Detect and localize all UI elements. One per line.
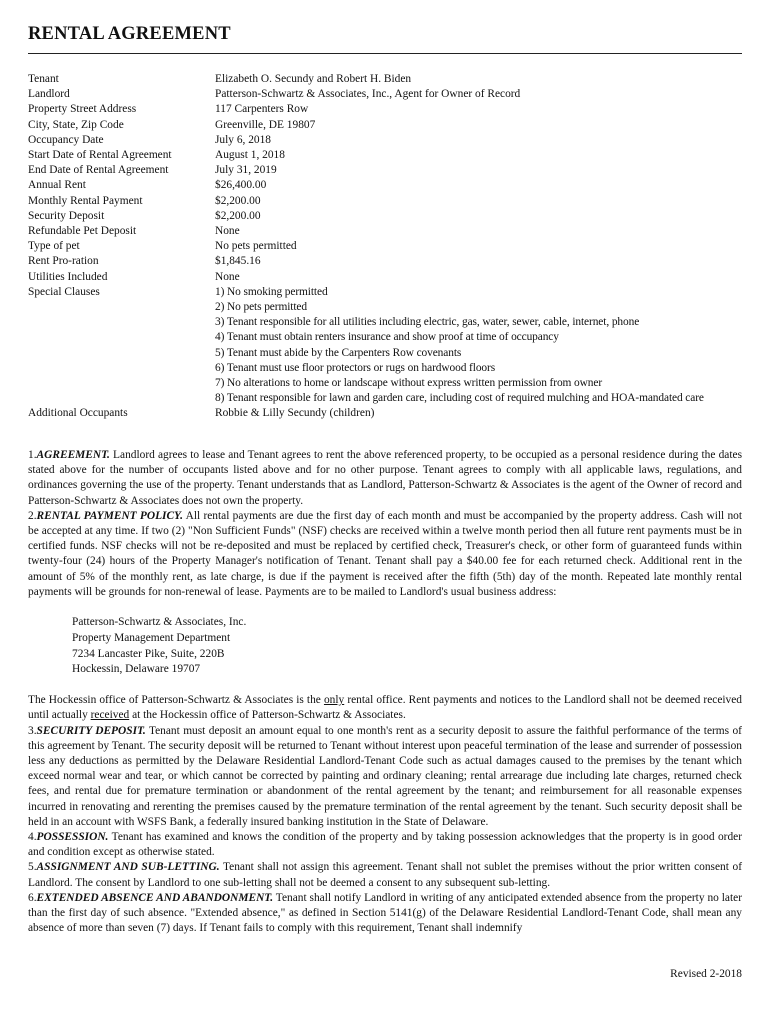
address-line: 7234 Lancaster Pike, Suite, 220B <box>72 647 225 660</box>
section-text: Tenant has examined and knows the condition of the property and by taking possession acknowledges that the property is in good order and condition except as otherwise stated. <box>28 831 742 859</box>
section-number: 5. <box>28 861 37 874</box>
title-rule <box>28 53 742 54</box>
row-label: Start Date of Rental Agreement <box>28 149 172 162</box>
row-label: Rent Pro-ration <box>28 255 99 268</box>
summary-row <box>28 72 744 87</box>
section-rental-payment-policy <box>28 509 742 600</box>
row-label: Annual Rent <box>28 179 86 192</box>
row-label: Landlord <box>28 88 70 101</box>
special-clauses-list <box>215 285 744 407</box>
row-value: Elizabeth O. Secundy and Robert H. Biden <box>215 73 412 85</box>
section-security-deposit <box>28 724 742 830</box>
additional-occupants-row <box>28 406 744 421</box>
row-label: End Date of Rental Agreement <box>28 164 169 177</box>
row-value: August 1, 2018 <box>215 149 285 162</box>
section-agreement <box>28 448 742 509</box>
row-value: Patterson-Schwartz & Associates, Inc., Agent for Owner of Record <box>215 88 521 101</box>
section-number: 2. <box>28 509 37 522</box>
additional-occupants-value: Robbie & Lilly Secundy (children) <box>215 407 375 420</box>
summary-row <box>28 270 744 285</box>
section-text: All rental payments are due the first day of each month and must be accompanied by the property address. Cash will not be accepted at any time. If two (2) "Non Sufficient Funds" (NSF) checks are received within a twelve month period then all future rent payments must be in certified funds. NSF checks will not be re-deposited and must be replaced by certified check, Treasurer's check, or other form of guaranteed funds within twenty-four (24) hours of the Property Manager's notification of Tenant. Tenant shall pay a $40.00 fee for each returned check. Additional rent in the amount of 5% of the monthly rent, as late charge, is due if the payment is received after the fifth (5th) day of the month. Repeated late monthly rental payments will be grounds for non-renewal of lease. Payments are to be mailed to Landlord's usual business address: <box>28 509 743 598</box>
row-label: Tenant <box>28 73 59 85</box>
office-received-emphasis: received <box>90 709 130 722</box>
revision-note: Revised 2-2018 <box>670 968 742 980</box>
summary-row <box>28 239 744 254</box>
summary-row <box>28 163 744 178</box>
section-text: Tenant must deposit an amount equal to one month's rent as a security deposit to assure the faithful performance of the terms of this agreement by Tenant. The security deposit will be returned to Tenant without interest upon peaceful termination of the lease and surrender of possession less any deductions as permitted by the Delaware Residential Landlord-Tenant Code such as actual damages caused to the premises by the tenant which exceed normal wear and tear, or which cannot be corrected by painting and ordinary cleaning; rental arrearage due including late charges, returned check fees, and rental due for premature termination or abandonment of the rental agreement by the tenant; and reimbursement for all reasonable expenses incurred in renovating and rerenting the premises caused by the premature termination of the rental agreement by the tenant. Such security deposit shall be held in an account with WSFS Bank, a federally insured banking institution in the State of Delaware. <box>28 724 742 828</box>
office-only-emphasis: only <box>323 694 345 707</box>
section-heading: ASSIGNMENT AND SUB-LETTING. <box>36 861 220 874</box>
row-label: Monthly Rental Payment <box>28 194 143 207</box>
row-label: Type of pet <box>28 240 80 253</box>
row-value: July 31, 2019 <box>215 164 277 177</box>
summary-row <box>28 118 744 133</box>
clause-item: 7) No alterations to home or landscape without express written permission from owner <box>215 377 603 390</box>
spacer <box>28 678 742 693</box>
address-line: Hockessin, Delaware 19707 <box>72 663 201 676</box>
office-text: rental office. Rent payments and notices to the Landlord shall not be deemed received until actually <box>28 694 742 722</box>
section-number: 4. <box>28 831 37 844</box>
section-text: Tenant shall notify Landlord in writing of any anticipated extended absence from the property no later than the first day of such absence. "Extended absence," as defined in Section 5141(g) of the Delaware Residential Landlord-Tenant Code, shall mean any absence of more than seven (7) days. If Tenant fails to comply with this requirement, Tenant shall indemnify <box>28 891 742 935</box>
address-line: Property Management Department <box>72 631 231 644</box>
section-text: Landlord agrees to lease and Tenant agrees to rent the above referenced property, to be occupied as a personal residence during the dates stated above for the number of occupants listed above and for no other purpose. Tenant agrees to comply with all applicable laws, regulations, and ordinances governing the use of the property. Tenant understands that as Landlord, Patterson-Schwartz & Associates is the agent of the Owner of record and Patterson-Schwartz & Associates does not own the property. <box>28 449 742 507</box>
section-heading: POSSESSION. <box>36 831 109 844</box>
row-value: 117 Carpenters Row <box>215 103 309 116</box>
row-value: July 6, 2018 <box>215 133 272 146</box>
summary-row <box>28 224 744 239</box>
section-assignment-subletting <box>28 860 742 890</box>
rental-office-note <box>28 693 742 723</box>
row-label: City, State, Zip Code <box>28 118 124 131</box>
summary-row <box>28 254 744 269</box>
row-value: $2,200.00 <box>215 194 261 207</box>
row-value: No pets permitted <box>215 240 297 253</box>
section-number: 6. <box>28 891 37 904</box>
section-heading: EXTENDED ABSENCE AND ABANDONMENT. <box>36 891 274 904</box>
section-extended-absence <box>28 891 742 937</box>
section-number: 3. <box>28 724 37 737</box>
row-label: Utilities Included <box>28 270 108 283</box>
summary-row <box>28 148 744 163</box>
clause-item: 1) No smoking permitted <box>215 285 328 298</box>
clause-item: 8) Tenant responsible for lawn and garden care, including cost of required mulching and HOA-mandated care <box>215 392 704 405</box>
row-label: Occupancy Date <box>28 133 104 146</box>
agreement-body <box>28 448 742 936</box>
section-possession <box>28 830 742 860</box>
clause-item: 2) No pets permitted <box>215 301 307 314</box>
clause-item: 6) Tenant must use floor protectors or rugs on hardwood floors <box>215 361 496 374</box>
row-value: $1,845.16 <box>215 255 261 268</box>
row-label: Refundable Pet Deposit <box>28 225 137 238</box>
row-label: Security Deposit <box>28 209 105 222</box>
section-heading: RENTAL PAYMENT POLICY. <box>36 509 184 522</box>
summary-row <box>28 87 744 102</box>
row-value: Greenville, DE 19807 <box>215 118 316 131</box>
clause-item: 3) Tenant responsible for all utilities including electric, gas, water, sewer, cable, internet, phone <box>215 316 640 329</box>
summary-row <box>28 194 744 209</box>
address-line: Patterson-Schwartz & Associates, Inc. <box>72 616 247 629</box>
summary-row <box>28 133 744 148</box>
section-heading: AGREEMENT. <box>36 449 110 461</box>
row-value: None <box>215 225 240 238</box>
clause-item: 4) Tenant must obtain renters insurance and show proof at time of occupancy <box>215 331 559 344</box>
clause-item: 5) Tenant must abide by the Carpenters Row covenants <box>215 346 462 359</box>
row-value: None <box>215 270 240 283</box>
section-heading: SECURITY DEPOSIT. <box>36 724 146 737</box>
payment-address <box>72 615 742 678</box>
section-text: Tenant shall not assign this agreement. Tenant shall not sublet the premises without the prior written consent of Landlord. The consent by Landlord to one sub-letting shall not be deemed a consent to any subsequent sub-letting. <box>28 861 742 889</box>
special-clauses-row <box>28 285 744 407</box>
summary-table <box>28 72 744 422</box>
row-label: Property Street Address <box>28 103 137 116</box>
office-text: at the Hockessin office of Patterson-Schwartz & Associates. <box>129 709 406 722</box>
summary-row <box>28 102 744 117</box>
summary-row <box>28 209 744 224</box>
row-value: $2,200.00 <box>215 209 261 222</box>
additional-occupants-label: Additional Occupants <box>28 407 128 420</box>
summary-row <box>28 178 744 193</box>
row-value: $26,400.00 <box>215 179 267 192</box>
office-text: The Hockessin office of Patterson-Schwartz & Associates is the <box>28 694 324 707</box>
document-title: RENTAL AGREEMENT <box>28 24 231 44</box>
spacer <box>28 600 742 615</box>
special-clauses-label: Special Clauses <box>28 285 100 298</box>
section-number: 1. <box>28 449 37 461</box>
